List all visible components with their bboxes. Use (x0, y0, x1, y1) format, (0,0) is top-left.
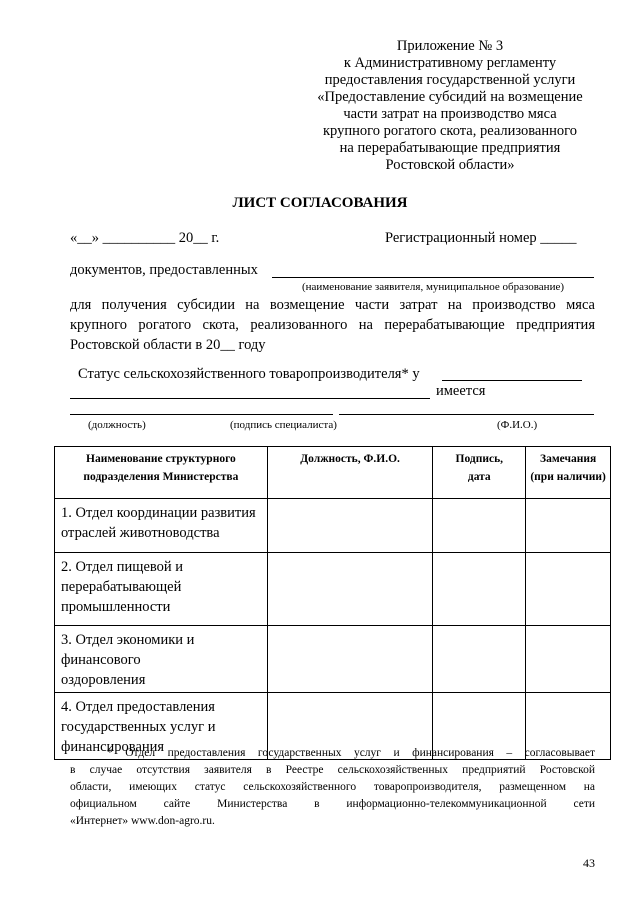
footnote-line: официальном сайте Министерства в информационно-телекоммуникационной сети (70, 798, 595, 810)
registration-number: Регистрационный номер _____ (385, 230, 577, 246)
status-label: Статус сельскохозяйственного товаропроизводителя* у (78, 366, 420, 382)
table-row (55, 499, 611, 553)
footnote (70, 745, 595, 830)
appendix-line: Приложение № 3 (396, 38, 504, 54)
position-caption: (должность) (88, 419, 146, 431)
appendix-line: крупного рогатого скота, реализованного (323, 123, 577, 139)
footnote-line: области, имеющих статус сельскохозяйственного товаропроизводителя, размещенном на (70, 781, 595, 793)
signature-caption: (подпись специалиста) (230, 419, 337, 431)
date-line: «__» __________ 20__ г. (70, 230, 220, 246)
applicant-caption: (наименование заявителя, муниципальное образование) (301, 281, 565, 293)
page-number: 43 (583, 856, 595, 870)
table-row (55, 626, 611, 693)
footnote-line: «Интернет» www.don-agro.ru. (70, 815, 215, 827)
header-position-fio: Должность, Ф.И.О. (267, 447, 433, 499)
fio-field[interactable] (339, 414, 594, 415)
appendix-line: на перерабатывающие предприятия (339, 140, 561, 156)
footnote-line: в случае отсутствия заявителя в Реестре сельскохозяйственных предприятий Ростовской (70, 764, 595, 776)
status-detail-field[interactable] (70, 398, 430, 399)
status-has: имеется (436, 383, 486, 399)
signature-date-cell[interactable] (433, 499, 526, 553)
appendix-line: части затрат на производство мяса (343, 106, 557, 122)
status-holder-field[interactable] (442, 380, 582, 381)
position-fio-cell[interactable] (267, 626, 433, 693)
department-name: 4. Отдел предоставления государственных услуг и финансирования (55, 693, 268, 760)
department-name: 2. Отдел пищевой и перерабатывающей промышленности (55, 553, 268, 626)
approval-table (54, 446, 611, 760)
appendix-line: «Предоставление субсидий на возмещение (317, 89, 583, 105)
header-remarks: Замечания (при наличии) (526, 447, 611, 499)
position-signature-field[interactable] (70, 414, 333, 415)
purpose-line: крупного рогатого скота, реализованного на перерабатывающие предприятия (70, 317, 595, 333)
remarks-cell[interactable] (526, 499, 611, 553)
fio-caption: (Ф.И.О.) (497, 419, 538, 431)
remarks-cell[interactable] (526, 553, 611, 626)
position-fio-cell[interactable] (267, 499, 433, 553)
documents-label: документов, предоставленных (70, 262, 258, 278)
purpose-line: Ростовской области в 20__ году (70, 337, 266, 353)
department-name: 3. Отдел экономики и финансового оздоровления (55, 626, 268, 693)
applicant-name-field[interactable] (272, 277, 594, 278)
table-header-row (55, 447, 611, 499)
purpose-line: для получения субсидии на возмещение части затрат на производство мяса (70, 297, 595, 313)
appendix-line: предоставления государственной услуги (324, 72, 576, 88)
appendix-line: к Административному регламенту (343, 55, 557, 71)
department-name: 1. Отдел координации развития отраслей животноводства (55, 499, 268, 553)
header-signature-date: Подпись, дата (433, 447, 526, 499)
header-department: Наименование структурного подразделения Министерства (55, 447, 268, 499)
footnote-line: * Отдел предоставления государственных услуг и финансирования – согласовывает (107, 747, 595, 759)
position-fio-cell[interactable] (267, 553, 433, 626)
appendix-header (300, 38, 600, 174)
document-title: ЛИСТ СОГЛАСОВАНИЯ (232, 195, 408, 211)
appendix-line: Ростовской области» (385, 157, 515, 173)
signature-date-cell[interactable] (433, 626, 526, 693)
purpose-paragraph (70, 295, 595, 355)
signature-date-cell[interactable] (433, 553, 526, 626)
remarks-cell[interactable] (526, 626, 611, 693)
table-row (55, 553, 611, 626)
